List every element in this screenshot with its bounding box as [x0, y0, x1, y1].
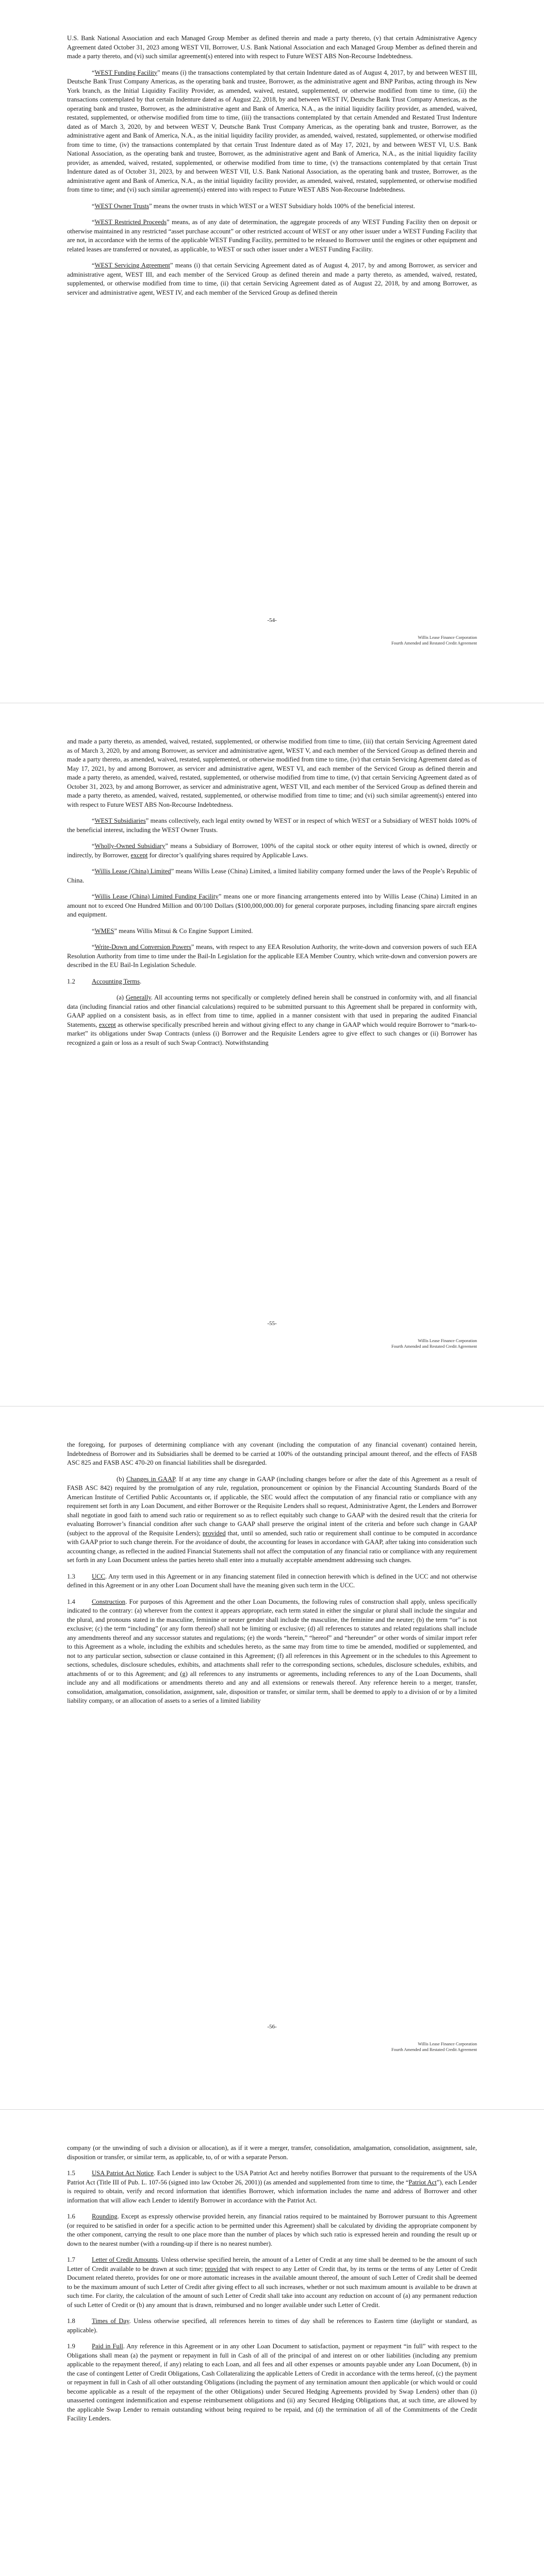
definition-paragraph [67, 867, 477, 885]
defined-term: Construction [92, 1598, 126, 1605]
defined-term: Patriot Act [408, 2178, 437, 2186]
section-number: 1.9 [67, 2343, 75, 2350]
definition-paragraph [67, 218, 477, 254]
text-run: as otherwise specifically prescribed herein and without giving effect to any change in GAAP which would require Borrower to “mark-to-market” its obligations under Swap Contracts (unless (i) Borrower and the Requisite Lenders agree to give effect to such changes or (ii) Borrower has recognized a gain or loss as a result of such Swap Contract). Notwithstanding [67, 1021, 477, 1046]
text-run: “ [92, 893, 95, 900]
text-run: “ [92, 202, 95, 210]
definition-paragraph [67, 2144, 477, 2162]
text-run: “ [92, 218, 95, 226]
footer-label [67, 1338, 477, 1349]
section-number: 1.8 [67, 2317, 75, 2325]
footer-agreement: Fourth Amended and Restated Credit Agreement [391, 640, 477, 646]
page-55 [0, 703, 544, 1406]
definition-paragraph [67, 817, 477, 835]
text-run: ” means, with respect to any EEA Resolution Authority, the write-down and conversion powers of such EEA Resolution Authority from time to time under the Bail-In Legislation for the applicable EEA Member Country, which write-down and conversion powers are described in the EU Bail-In Legislation Schedule. [67, 943, 477, 969]
text-run: “ [92, 842, 95, 850]
text-run: “ [92, 943, 95, 951]
text-run: ” means one or more financing arrangements entered into by Willis Lease (China) Limited in an amount not to exceed One Hundred Million and 00/100 Dollars ($100,000,000.00) for general corporate purposes, including financing spare aircraft engines and equipment. [67, 893, 477, 918]
section-number: 1.5 [67, 2170, 75, 2177]
defined-term: Write-Down and Conversion Powers [94, 943, 191, 951]
text-run: . Except as expressly otherwise provided herein, any financial ratios required to be maintained by Borrower pursuant to this Agreement (or required to be satisfied in order for a specific action to be permitted under this Agreement) shall be calculated by dividing the appropriate component by the other component, carrying the result to one place more than the number of places by which such ratio is expressed herein and rounding the result up or down to the nearest number (with a rounding-up if there is no nearest number). [67, 2213, 477, 2247]
section-paragraph [67, 2256, 477, 2310]
defined-term: Times of Day [92, 2317, 129, 2325]
defined-term: provided [205, 2265, 228, 2273]
text-run: “ [92, 262, 95, 269]
text-run: . All accounting terms not specifically or completely defined herein shall be construed in conformity with, and all financial data (including financial ratios and other financial calculations) required to be submitted pursuant to this Agreement shall be prepared in conformity with, GAAP applied on a consistent basis, as in effect from time to time, applied in a manner consistent with that used in preparing the audited Financial Statements, [67, 994, 477, 1028]
text-run: that, until so amended, such ratio or requirement shall continue to be computed in accordance with GAAP prior to such change therein. For the avoidance of doubt, the accounting for leases in accordance with GAAP, after taking into consideration such accounting change, as reflected in the audited Financial Statements shall not affect the computation of any financial ratio or compliance with any requirement set forth in any Loan Document unless the parties hereto shall enter into a mutually acceptable amendment addressing such changes. [67, 1529, 477, 1564]
page-content [67, 1440, 477, 1706]
definition-paragraph [67, 202, 477, 211]
definition-paragraph [67, 34, 477, 61]
definition-paragraph [67, 69, 477, 195]
page-57 [0, 2110, 544, 2576]
text-run: for director’s qualifying shares required by Applicable Laws. [147, 851, 308, 859]
section-number: 1.4 [67, 1598, 75, 1605]
defined-term: except [130, 851, 148, 859]
definition-paragraph [67, 993, 477, 1047]
section-paragraph [67, 1572, 477, 1590]
page-number: -55- [267, 1320, 277, 1327]
text-run: ” means, as of any date of determination, the aggregate proceeds of any WEST Funding Facility then on deposit or otherwise maintained in any restricted “asset purchase account” or other restricted account of WEST or any other issuer under a WEST Funding Facility that are not, in accordance with the terms of the applicable WEST Funding Facility, permitted to be released to Borrower until the engines or other equipment and related leases are transferred or novated, as applicable, to WEST or such other issuer under a WEST Funding Facility. [67, 218, 477, 253]
text-run: . If at any time any change in GAAP (including changes before or after the date of this Agreement as a result of FASB ASC 842) required by the promulgation of any rule, regulation, pronouncement or opinion by the Financial Accounting Standards Board of the American Institute of Certified Public Accountants or, if applicable, the SEC would affect the computation of any financial ratio or compliance with any requirement set forth in any Loan Document, and either Borrower or the Requisite Lenders shall so request, Administrative Agent, the Lenders and Borrower shall negotiate in good faith to amend such ratio or requirement so as to reflect equitably such change to GAAP with the desired result that the criteria for evaluating Borrower’s financial condition after such change to GAAP shall preserve the original intent of the criteria and before such change in GAAP (subject to the approval of the Requisite Lenders); [67, 1475, 477, 1537]
page-footer [67, 2024, 477, 2053]
defined-term: Generally [125, 994, 151, 1001]
text-run: . For purposes of this Agreement and the other Loan Documents, the following rules of construction shall apply, unless specifically indicated to the contrary: (a) wherever from the context it appears appropriate, each term stated in either the singular or plural shall include the singular and the plural, and pronouns stated in the masculine, feminine or neuter gender shall include the masculine, the feminine and the neuter; (b) the term “or” is not exclusive; (c) the term “including” (or any form thereof) shall not be limiting or exclusive; (d) all references to statutes and related regulations shall include any amendments thereof and any successor statutes and regulations; (e) the words “herein,” “hereof” and “hereunder” or other words of similar import refer to this Agreement as a whole, including the exhibits and schedules hereto, as the same may from time to time be amended, modified or supplemented, and not to any particular section, subsection or clause contained in this Agreement; (f) all references in this Agreement or in the schedules to this Agreement to sections, schedules, disclosure schedules, exhibits, and attachments shall refer to the corresponding sections, schedules, disclosure schedules, exhibits, and attachments of or to this Agreement; and (g) all references to any instruments or agreements, including references to any of the Loan Documents, shall include any and all modifications or amendments thereto and any and all extensions or renewals thereof. Any reference herein to a merger, transfer, consolidation, amalgamation, consolidation, assignment, sale, disposition or transfer, or similar term, shall be deemed to apply to a division of or by a limited liability company, or an allocation of assets to a series of a limited liability [67, 1598, 477, 1704]
definition-paragraph [67, 1475, 477, 1565]
text-run: “ [92, 817, 95, 824]
text-run: ” means the owner trusts in which WEST or a WEST Subsidiary holds 100% of the beneficial interest. [149, 202, 416, 210]
text-run: . Unless otherwise specified, all references herein to times of day shall be references to Eastern time (daylight or standard, as applicable). [67, 2317, 477, 2334]
section-paragraph [67, 2342, 477, 2424]
defined-term: Accounting Terms [92, 977, 140, 985]
text-run: ” means Willis Lease (China) Limited, a limited liability company formed under the laws of the People’s Republic of China. [67, 868, 477, 884]
definition-paragraph [67, 1440, 477, 1468]
text-run: (a) [117, 994, 126, 1001]
defined-term: provided [202, 1529, 226, 1537]
defined-term: Wholly-Owned Subsidiary [94, 842, 166, 850]
defined-term: WEST Servicing Agreement [94, 262, 170, 269]
page-54 [0, 0, 544, 703]
section-paragraph [67, 2169, 477, 2205]
defined-term: Willis Lease (China) Limited Funding Facility [94, 893, 219, 900]
text-run: . [139, 977, 142, 985]
page-content [67, 34, 477, 297]
page-footer [67, 1320, 477, 1349]
defined-term: WEST Funding Facility [94, 69, 158, 76]
footer-agreement: Fourth Amended and Restated Credit Agreement [391, 2047, 477, 2052]
definition-paragraph [67, 261, 477, 297]
footer-label [67, 2041, 477, 2053]
text-run: . Unless otherwise specified herein, the amount of a Letter of Credit at any time shall be deemed to be the amount of such Letter of Credit available to be drawn at such time; [67, 2256, 477, 2273]
text-run: . Any term used in this Agreement or in any financing statement filed in connection herewith which is defined in the UCC and not otherwise defined in this Agreement or in any other Loan Document shall have the meaning given such term in the UCC. [67, 1572, 477, 1589]
section-paragraph [67, 1598, 477, 1706]
text-run: ”), each Lender is required to obtain, verify and record information that identifies Borrower, which information includes the name and address of Borrower and other information that will allow each Lender to identify Borrower in accordance with the Patriot Act. [67, 2178, 477, 2204]
text-run: company (or the unwinding of such a division or allocation), as if it were a merger, transfer, consolidation, amalgamation, consolidation, assignment, sale, disposition or transfer, or similar term, as applicable, to, of or with a separate Person. [67, 2144, 477, 2161]
defined-term: Changes in GAAP [126, 1475, 175, 1483]
defined-term: WEST Subsidiaries [94, 817, 146, 824]
footer-label [67, 635, 477, 646]
page-number: -54- [267, 617, 277, 623]
section-paragraph [67, 2317, 477, 2335]
definition-paragraph [67, 892, 477, 920]
text-run: ” means collectively, each legal entity owned by WEST or in respect of which WEST or a Subsidiary of WEST holds 100% of the beneficial interest, including the WEST Owner Trusts. [67, 817, 477, 834]
defined-term: Paid in Full [92, 2343, 123, 2350]
section-number: 1.2 [67, 977, 75, 985]
section-paragraph [67, 977, 477, 987]
text-run: “ [92, 927, 95, 935]
footer-company: Willis Lease Finance Corporation [418, 2041, 477, 2046]
text-run: (b) [117, 1475, 126, 1483]
page-number: -56- [267, 2024, 277, 2030]
defined-term: WEST Restricted Proceeds [94, 218, 167, 226]
defined-term: Letter of Credit Amounts [92, 2256, 158, 2263]
definition-paragraph [67, 842, 477, 860]
definition-paragraph [67, 943, 477, 970]
page-content [67, 2144, 477, 2424]
text-run: that with respect to any Letter of Credit that, by its terms or the terms of any Letter of Credit Document related thereto, provides for one or more automatic increases in the available amount thereof, the amount of such Letter of Credit shall be deemed to be the maximum amount of such Letter of Credit after giving effect to all such increases, whether or not such maximum amount is available to be drawn at such time. For clarity, the calculation of the amount of such Letter of Credit shall take into account any reduction on account of (a) any permanent reduction of such Letter of Credit or (b) any amount that is drawn, reimbursed and no longer available under such Letter of Credit. [67, 2265, 477, 2309]
defined-term: UCC [92, 1572, 105, 1580]
page-content [67, 737, 477, 1047]
text-run: ” means (i) the transactions contemplated by that certain Indenture dated as of August 4, 2017, by and between WEST III, Deutsche Bank Trust Company Americas, as the operating bank and trustee, Borrower, as the administrative agent and BNP Paribas, acting through its New York branch, as the Initial Liquidity Facility Provider, as amended, waived, restated, supplemented, or otherwise modified from time to time, (ii) the transactions contemplated by that certain Indenture dated as of August 22, 2018, by and between WEST IV, Deutsche Bank Trust Company Americas, as the operating bank and trustee, Borrower, as the administrative agent and Bank of America, N.A., as the initial liquidity facility provider, as amended, waived, restated, supplemented, or otherwise modified from time to time, (iii) the transactions contemplated by that certain Amended and Restated Trust Indenture dated as of March 3, 2020, by and between WEST V, Deutsche Bank Trust Company Americas, as the operating bank and trustee, Borrower, as the administrative agent and Bank of America, N.A., as the initial liquidity facility provider, as amended, waived, restated, supplemented, or otherwise modified from time to time, (iv) the transactions contemplated by that certain Trust Indenture dated as of May 17, 2021, by and between WEST VI, U.S. Bank National Association, as the operating bank and trustee, Borrower, as the administrative agent and Bank of America, N.A., as the initial liquidity facility provider, as amended, waived, restated, supplemented, or otherwise modified from time to time, (v) the transactions contemplated by that certain Trust Indenture dated as of October 31, 2023, by and between WEST VII, U.S. Bank National Association, as the operating bank and trustee, Borrower, as the administrative agent and Bank of America, N.A., as the initial liquidity facility provider, as amended, waived, restated, supplemented, or otherwise modified from time to time; and (vi) such similar agreement(s) entered into with respect to Future WEST ABS Non-Recourse Indebtedness. [67, 69, 477, 193]
page-footer [67, 617, 477, 646]
text-run: . Any reference in this Agreement or in any other Loan Document to satisfaction, payment or repayment “in full” with respect to the Obligations shall mean (a) the payment or repayment in full in Cash of all of the principal of and interest on or other liabilities (including any premium applicable to the repayment thereof, if any) relating to each Loan, and all fees and all other expenses or amounts payable under any Loan Document, (b) in the case of contingent Letter of Credit Obligations, Cash Collateralizing the applicable Letters of Credit in accordance with the terms hereof, (c) the payment or repayment in full in Cash of all other outstanding Obligations (including the payment of any termination amount then applicable (or which would or could become applicable as a result of the repayment of the other Obligations) under Secured Hedging Agreements provided by Swap Lenders) other than (i) unasserted contingent indemnification and expense reimbursement obligations and (ii) any Secured Hedging Obligations that, at such time, are allowed by the applicable Swap Lender to remain outstanding without being required to be repaid, and (d) the termination of all of the Commitments of the Credit Facility Lenders. [67, 2343, 477, 2422]
defined-term: USA Patriot Act Notice [92, 2170, 154, 2177]
footer-agreement: Fourth Amended and Restated Credit Agreement [391, 1344, 477, 1349]
page-56 [0, 1406, 544, 2110]
text-run: and made a party thereto, as amended, waived, restated, supplemented, or otherwise modified from time to time, (iii) that certain Servicing Agreement dated as of March 3, 2020, by and among Borrower, as servicer and administrative agent, WEST V, and each member of the Serviced Group as defined therein and made a party thereto, as amended, waived, restated, supplemented, or otherwise modified from time to time, (iv) that certain Servicing Agreement dated as of May 17, 2021, by and among Borrower, as servicer and administrative agent, WEST VI, and each member of the Serviced Group as defined therein and made a party thereto, as amended, waived, restated, supplemented, or otherwise modified from time to time, (v) that certain Servicing Agreement dated as of October 31, 2023, by and among Borrower, as servicer and administrative agent, WEST VII, and each member of the Serviced Group as defined therein and made a party thereto, as amended, waived, restated, supplemented, or otherwise modified from time to time; and (vi) such similar agreement(s) entered into with respect to Future WEST ABS Non-Recourse Indebtedness. [67, 738, 477, 808]
footer-company: Willis Lease Finance Corporation [418, 635, 477, 640]
text-run: U.S. Bank National Association and each Managed Group Member as defined therein and made a party thereto, (v) that certain Administrative Agency Agreement dated October 31, 2023 among WEST VII, Borrower, U.S. Bank National Association and each Managed Group Member as defined therein and made a party thereto, and (vi) such similar agreement(s) entered into with respect to Future WEST ABS Non-Recourse Indebtedness. [67, 35, 477, 60]
defined-term: Rounding [92, 2213, 118, 2220]
definition-paragraph [67, 927, 477, 936]
section-number: 1.3 [67, 1572, 75, 1580]
definition-paragraph [67, 737, 477, 809]
text-run: “ [92, 69, 95, 76]
defined-term: except [98, 1021, 116, 1028]
section-number: 1.6 [67, 2213, 75, 2220]
text-run: “ [92, 868, 95, 875]
footer-company: Willis Lease Finance Corporation [418, 1338, 477, 1343]
text-run: ” means (i) that certain Servicing Agreement dated as of August 4, 2017, by and among Borrower, as servicer and administrative agent, WEST III, and each member of the Serviced Group as defined therein and made a party thereto, as amended, waived, restated, supplemented, or otherwise modified from time to time, (ii) that certain Servicing Agreement dated as of August 22, 2018, by and among Borrower, as servicer and administrative agent, WEST IV, and each member of the Serviced Group as defined therein [67, 262, 477, 296]
defined-term: WEST Owner Trusts [94, 202, 150, 210]
text-run: ” means Willis Mitsui & Co Engine Support Limited. [114, 927, 253, 935]
section-number: 1.7 [67, 2256, 75, 2263]
text-run: . Each Lender is subject to the USA Patriot Act and hereby notifies Borrower that pursuant to the requirements of the USA Patriot Act (Title III of Pub. L. 107-56 (signed into law October 26, 2001)) (as amended and supplemented from time to time, the “ [67, 2170, 477, 2186]
section-paragraph [67, 2212, 477, 2248]
defined-term: Willis Lease (China) Limited [94, 868, 171, 875]
text-run: the foregoing, for purposes of determining compliance with any covenant (including the computation of any financial covenant) contained herein, Indebtedness of Borrower and its Subsidiaries shall be deemed to be carried at 100% of the outstanding principal amount thereof, and the effects of FASB ASC 825 and FASB ASC 470-20 on financial liabilities shall be disregarded. [67, 1441, 477, 1466]
text-run: ” means a Subsidiary of Borrower, 100% of the capital stock or other equity interest of which is owned, directly or indirectly, by Borrower, [67, 842, 477, 859]
defined-term: WMES [94, 927, 114, 935]
